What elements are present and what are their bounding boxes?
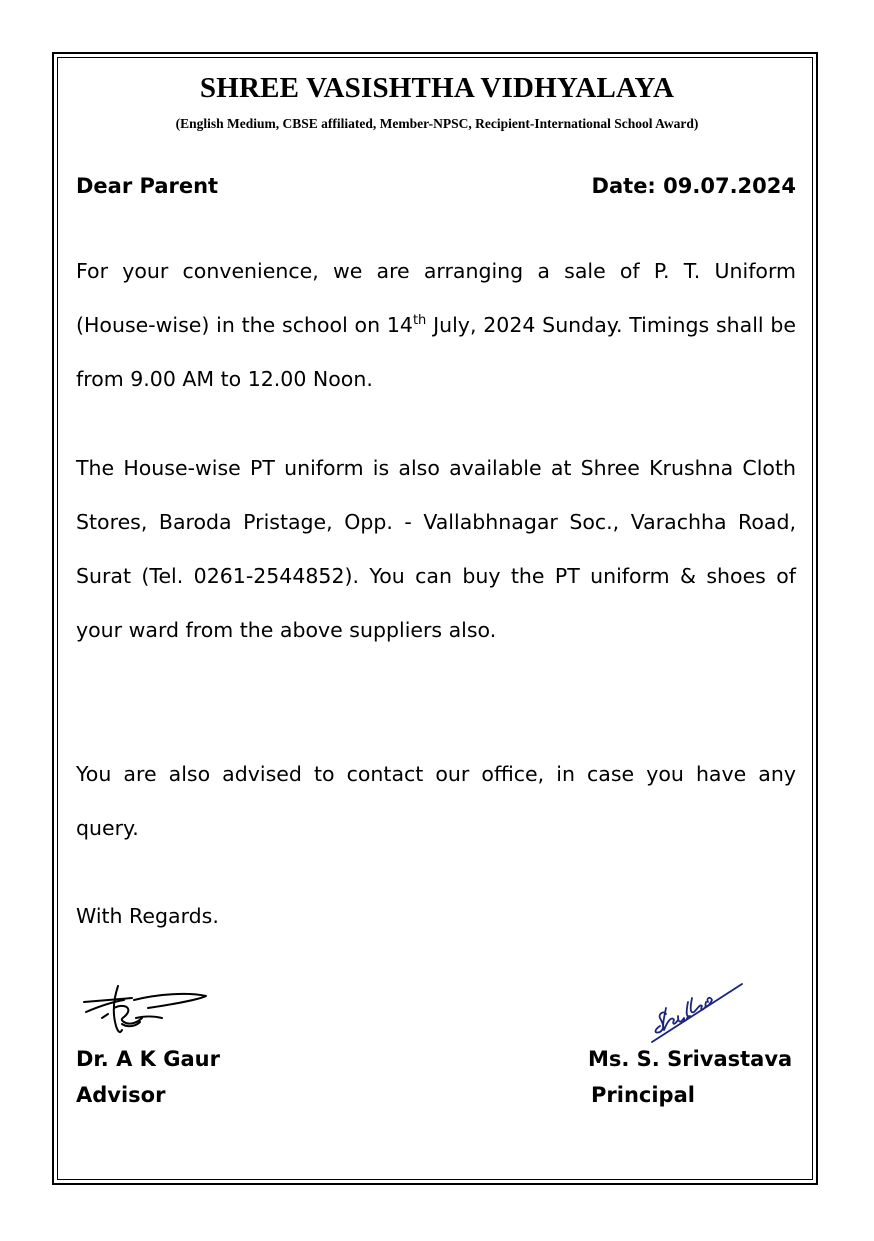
signature-right-image [648,968,748,1048]
advisor-name: Dr. A K Gaur [76,1047,220,1071]
advisor-title: Advisor [76,1083,166,1107]
signatory-principal [588,1041,792,1113]
salutation-row [76,174,796,198]
para1-text-end: July, 2024 Sunday. Timings shall be from 9.00 AM to 12.00 Noon. [76,313,796,391]
signatory-advisor [76,1041,220,1113]
paragraph-contact-office: You are also advised to contact our office, in case you have any query. [76,762,796,840]
school-name: SHREE VASISHTHA VIDHYALAYA [199,72,675,104]
letter-date: Date: 09.07.2024 [591,174,796,198]
para1-ordinal-suffix: th [412,313,427,329]
school-subtitle: (English Medium, CBSE affiliated, Member-NPSC, Recipient-International School Award) [175,116,699,131]
paragraph-store-info: The House-wise PT uniform is also available at Shree Krushna Cloth Stores, Baroda Pristage, Opp. - Vallabhnagar Soc., Varachha Road, Surat (Tel. 0261-2544852). You can buy the PT uniform & shoes of your ward from the above suppliers also. [76,456,796,642]
salutation: Dear Parent [76,174,219,198]
paragraph-sale-notice [76,244,796,406]
closing-regards: With Regards. [76,904,219,928]
para1-text-start: For your convenience, we are arranging a sale of P. T. Uniform (House-wise) in the school on 14 [76,259,796,337]
principal-name: Ms. S. Srivastava [588,1047,793,1071]
principal-title: Principal [591,1083,695,1107]
signature-left-image [78,978,213,1040]
